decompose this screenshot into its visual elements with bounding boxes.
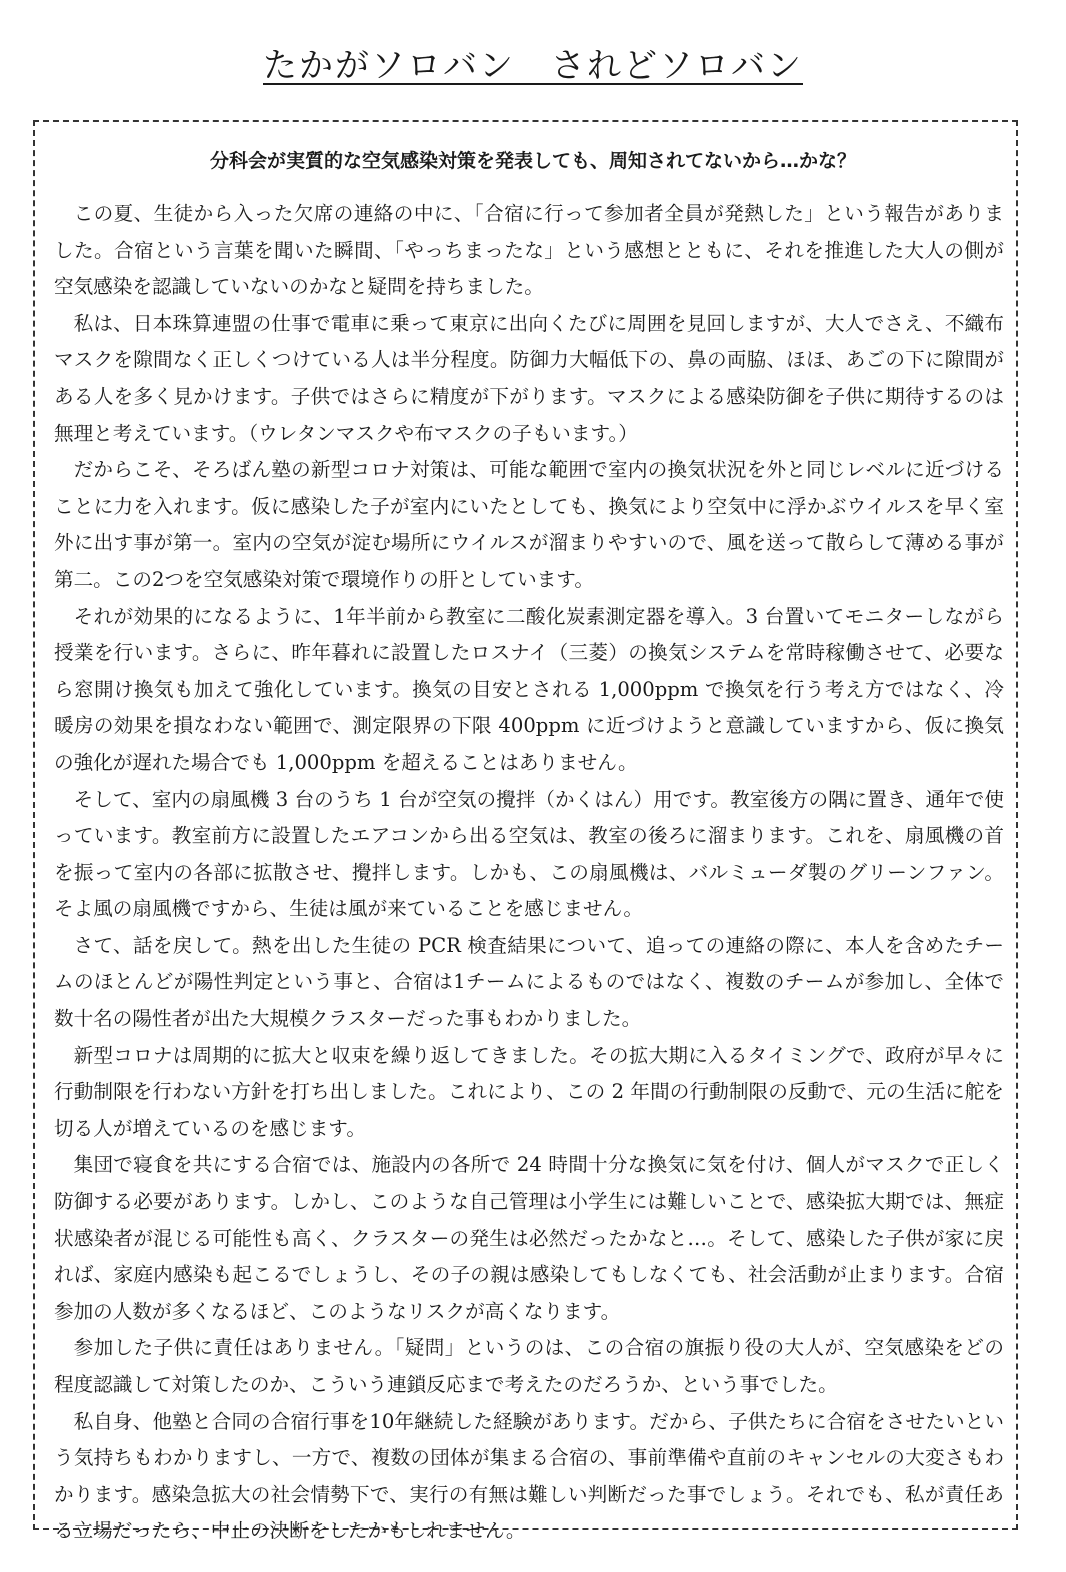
paragraph: そして、室内の扇風機 3 台のうち 1 台が空気の攪拌（かくはん）用です。教室後方の隅に置き、通年で使っています。教室前方に設置したエアコンから出る空気は、教室の後ろに溜まります。これを、扇風機の首を振って室内の各部に拡散させ、攪拌します。しかも、この扇風機は、バルミューダ製のグリーンファン。そよ風の扇風機ですから、生徒は風が来ていることを感じません。	[54, 787, 1004, 921]
paragraph: 参加した子供に責任はありません。「疑問」というのは、この合宿の旗振り役の大人が、空気感染をどの程度認識して対策したのか、こういう連鎖反応まで考えたのだろうか、という事でした。	[54, 1336, 1004, 1396]
paragraph: 集団で寝食を共にする合宿では、施設内の各所で 24 時間十分な換気に気を付け、個人がマスクで正しく防御する必要があります。しかし、このような自己管理は小学生には難しいことで、感染拡大期では、無症状感染者が混じる可能性も高く、クラスターの発生は必然だったかなと…。そして、感染した子供が家に戻れば、家庭内感染も起こるでしょうし、その子の親は感染してもしなくても、社会活動が止まります。合宿参加の人数が多くなるほど、このようなリスクが高くなります。	[54, 1153, 1004, 1323]
paragraph: この夏、生徒から入った欠席の連絡の中に、「合宿に行って参加者全員が発熱した」という報告がありました。合宿という言葉を聞いた瞬間、「やっちまったな」という感想とともに、それを推進した大人の側が空気感染を認識していないのかなと疑問を持ちました。	[54, 202, 1004, 299]
paragraph: だからこそ、そろばん塾の新型コロナ対策は、可能な範囲で室内の換気状況を外と同じレベルに近づけることに力を入れます。仮に感染した子が室内にいたとしても、換気により空気中に浮かぶウイルスを早く室外に出す事が第一。室内の空気が淀む場所にウイルスが溜まりやすいので、風を送って散らして薄める事が第二。この2つを空気感染対策で環境作りの肝としています。	[54, 458, 1004, 591]
page-title-text: たかがソロバン されどソロバン	[263, 46, 803, 86]
article-subtitle: 分科会が実質的な空気感染対策を発表しても、周知されてないから…かな？	[209, 150, 856, 172]
paragraph: 私は、日本珠算連盟の仕事で電車に乗って東京に出向くたびに周囲を見回しますが、大人でさえ、不織布マスクを隙間なく正しくつけている人は半分程度。防御力大幅低下の、鼻の両脇、ほほ、あごの下に隙間がある人を多く見かけます。子供ではさらに精度が下がります。マスクによる感染防御を子供に期待するのは無理と考えています。（ウレタンマスクや布マスクの子もいます。）	[54, 311, 1004, 445]
article-body	[54, 196, 1004, 1550]
paragraph: さて、話を戻して。熱を出した生徒の PCR 検査結果について、追っての連絡の際に、本人を含めたチームのほとんどが陽性判定という事と、合宿は1チームによるものではなく、複数のチームが参加し、全体で数十名の陽性者が出た大規模クラスターだった事もわかりました。	[54, 933, 1004, 1031]
paragraph: それが効果的になるように、1年半前から教室に二酸化炭素測定器を導入。3 台置いてモニターしながら授業を行います。さらに、昨年暮れに設置したロスナイ（三菱）の換気システムを常時稼働させて、必要なら窓開け換気も加えて強化しています。換気の目安とされる 1,000ppm で換気を行う考え方ではなく、冷暖房の効果を損なわない範囲で、測定限界の下限 400ppm に近づけようと意識していますから、仮に換気の強化が遅れた場合でも 1,000ppm を超えることはありません。	[54, 604, 1004, 774]
paragraph: 私自身、他塾と合同の合宿行事を10年継続した経験があります。だから、子供たちに合宿をさせたいという気持ちもわかりますし、一方で、複数の団体が集まる合宿の、事前準備や直前のキャンセルの大変さもわかります。感染急拡大の社会情勢下で、実行の有無は難しい判断だった事でしょう。それでも、私が責任ある立場だったら、中止の決断をしたかもしれません。	[54, 1409, 1004, 1543]
paragraph: 新型コロナは周期的に拡大と収束を繰り返してきました。その拡大期に入るタイミングで、政府が早々に行動制限を行わない方針を打ち出しました。これにより、この 2 年間の行動制限の反動で、元の生活に舵を切る人が増えているのを感じます。	[54, 1043, 1004, 1140]
page-title	[0, 42, 1066, 90]
